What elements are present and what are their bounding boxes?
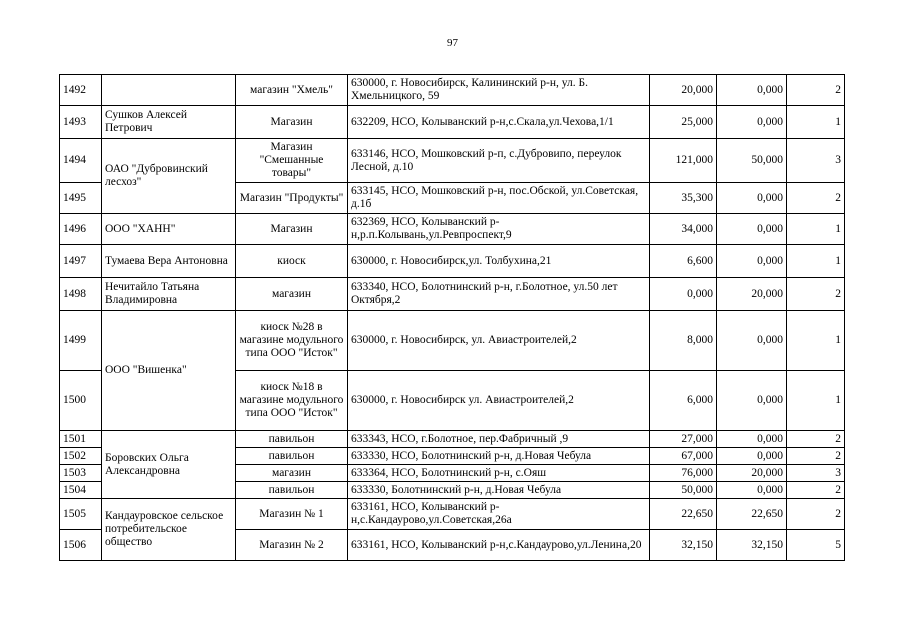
value-1: 34,000: [650, 214, 717, 245]
object-address: 633364, НСО, Болотнинский р-н, с.Ояш: [348, 465, 650, 482]
value-2: 0,000: [717, 106, 787, 139]
count: 2: [787, 183, 845, 214]
value-1: 25,000: [650, 106, 717, 139]
value-1: 0,000: [650, 278, 717, 311]
table-row: [60, 245, 845, 278]
object-type: Магазин № 1: [236, 499, 348, 530]
owner-name: ООО "ХАНН": [102, 214, 236, 245]
registry-table: [59, 74, 845, 561]
object-type: киоск №28 в магазине модульного типа ООО "Исток": [236, 311, 348, 371]
table-row: [60, 311, 845, 371]
count: 3: [787, 139, 845, 183]
row-number: 1502: [60, 448, 102, 465]
value-1: 6,600: [650, 245, 717, 278]
value-2: 20,000: [717, 465, 787, 482]
object-type: Магазин "Смешанные товары": [236, 139, 348, 183]
row-number: 1501: [60, 431, 102, 448]
count: 1: [787, 214, 845, 245]
count: 1: [787, 371, 845, 431]
object-address: 630000, г. Новосибирск ул. Авиастроителей,2: [348, 371, 650, 431]
row-number: 1495: [60, 183, 102, 214]
object-type: павильон: [236, 448, 348, 465]
table-row: [60, 278, 845, 311]
object-type: Магазин № 2: [236, 530, 348, 561]
object-address: 633330, НСО, Болотнинский р-н, д.Новая Чебула: [348, 448, 650, 465]
table-row: [60, 499, 845, 530]
value-2: 32,150: [717, 530, 787, 561]
count: 1: [787, 245, 845, 278]
object-type: магазин: [236, 278, 348, 311]
count: 2: [787, 499, 845, 530]
object-address: 633330, Болотнинский р-н, д.Новая Чебула: [348, 482, 650, 499]
value-1: 50,000: [650, 482, 717, 499]
value-1: 67,000: [650, 448, 717, 465]
table-row: [60, 139, 845, 183]
object-address: 630000, г. Новосибирск,ул. Толбухина,21: [348, 245, 650, 278]
owner-name: ООО "Вишенка": [102, 311, 236, 431]
count: 2: [787, 278, 845, 311]
owner-name: Кандауровское сельское потребительское общество: [102, 499, 236, 561]
object-type: Магазин "Продукты": [236, 183, 348, 214]
value-2: 22,650: [717, 499, 787, 530]
object-type: киоск №18 в магазине модульного типа ООО "Исток": [236, 371, 348, 431]
object-address: 630000, г. Новосибирск, ул. Авиастроителей,2: [348, 311, 650, 371]
object-type: Магазин: [236, 214, 348, 245]
object-type: магазин "Хмель": [236, 75, 348, 106]
count: 2: [787, 482, 845, 499]
count: 3: [787, 465, 845, 482]
object-address: 632369, НСО, Колыванский р-н,р.п.Колывань,ул.Ревпроспект,9: [348, 214, 650, 245]
value-2: 0,000: [717, 214, 787, 245]
owner-name: Сушков Алексей Петрович: [102, 106, 236, 139]
value-1: 121,000: [650, 139, 717, 183]
count: 2: [787, 75, 845, 106]
row-number: 1494: [60, 139, 102, 183]
value-2: 0,000: [717, 311, 787, 371]
table-row: [60, 75, 845, 106]
row-number: 1498: [60, 278, 102, 311]
row-number: 1497: [60, 245, 102, 278]
count: 1: [787, 311, 845, 371]
value-2: 0,000: [717, 371, 787, 431]
object-type: Магазин: [236, 106, 348, 139]
value-2: 20,000: [717, 278, 787, 311]
row-number: 1499: [60, 311, 102, 371]
row-number: 1506: [60, 530, 102, 561]
value-1: 27,000: [650, 431, 717, 448]
object-type: павильон: [236, 482, 348, 499]
count: 2: [787, 431, 845, 448]
row-number: 1492: [60, 75, 102, 106]
value-1: 76,000: [650, 465, 717, 482]
row-number: 1496: [60, 214, 102, 245]
object-address: 633146, НСО, Мошковский р-п, с.Дубровипо, переулок Лесной, д.10: [348, 139, 650, 183]
owner-name: Нечитайло Татьяна Владимировна: [102, 278, 236, 311]
row-number: 1504: [60, 482, 102, 499]
row-number: 1493: [60, 106, 102, 139]
value-1: 6,000: [650, 371, 717, 431]
value-2: 0,000: [717, 431, 787, 448]
object-address: 632209, НСО, Колыванский р-н,с.Скала,ул.Чехова,1/1: [348, 106, 650, 139]
value-2: 0,000: [717, 245, 787, 278]
owner-name: [102, 75, 236, 106]
object-address: 633145, НСО, Мошковский р-н, пос.Обской, ул.Советская, д.1б: [348, 183, 650, 214]
count: 5: [787, 530, 845, 561]
object-type: павильон: [236, 431, 348, 448]
owner-name: Боровских Ольга Александровна: [102, 431, 236, 499]
value-2: 0,000: [717, 482, 787, 499]
value-1: 32,150: [650, 530, 717, 561]
value-2: 0,000: [717, 75, 787, 106]
owner-name: ОАО "Дубровинский лесхоз": [102, 139, 236, 214]
object-address: 633161, НСО, Колыванский р-н,с.Кандаурово,ул.Ленина,20: [348, 530, 650, 561]
row-number: 1500: [60, 371, 102, 431]
count: 1: [787, 106, 845, 139]
value-2: 0,000: [717, 183, 787, 214]
object-address: 633161, НСО, Колыванский р-н,с.Кандаурово,ул.Советская,26а: [348, 499, 650, 530]
value-1: 20,000: [650, 75, 717, 106]
value-1: 8,000: [650, 311, 717, 371]
row-number: 1505: [60, 499, 102, 530]
table-row: [60, 214, 845, 245]
object-address: 633340, НСО, Болотнинский р-н, г.Болотное, ул.50 лет Октября,2: [348, 278, 650, 311]
object-address: 630000, г. Новосибирск, Калининский р-н, ул. Б. Хмельницкого, 59: [348, 75, 650, 106]
object-type: киоск: [236, 245, 348, 278]
value-2: 50,000: [717, 139, 787, 183]
row-number: 1503: [60, 465, 102, 482]
table-row: [60, 106, 845, 139]
owner-name: Тумаева Вера Антоновна: [102, 245, 236, 278]
table-row: [60, 431, 845, 448]
value-1: 35,300: [650, 183, 717, 214]
object-address: 633343, НСО, г.Болотное, пер.Фабричный ,9: [348, 431, 650, 448]
count: 2: [787, 448, 845, 465]
value-2: 0,000: [717, 448, 787, 465]
value-1: 22,650: [650, 499, 717, 530]
page-number: 97: [447, 37, 458, 49]
object-type: магазин: [236, 465, 348, 482]
